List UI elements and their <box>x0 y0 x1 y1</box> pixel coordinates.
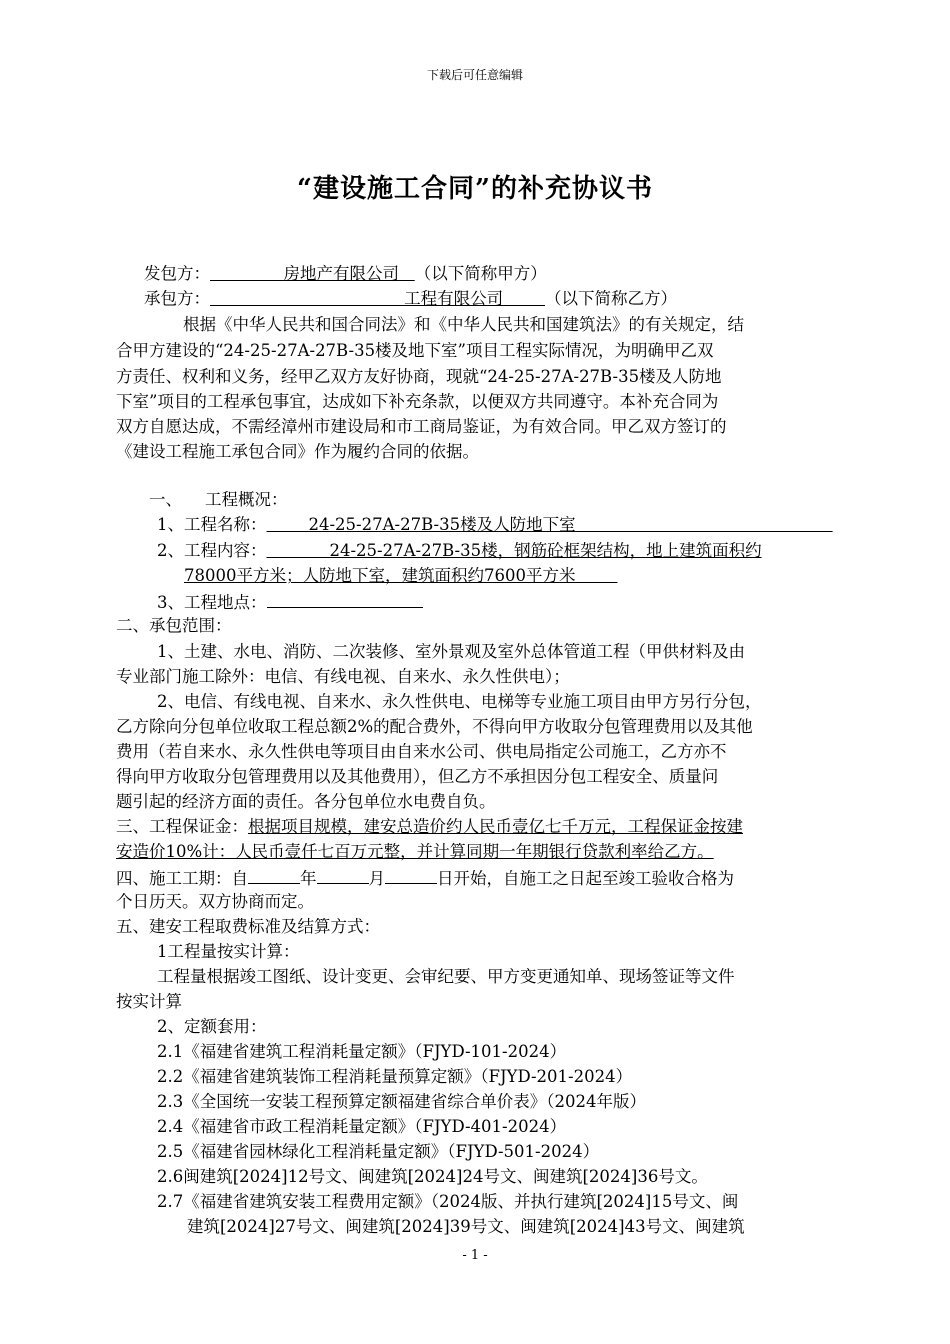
party-a-name: 房地产有限公司 <box>283 264 399 283</box>
section2-line: 专业部门施工除外：电信、有线电视、自来水、永久性供电）； <box>116 667 570 686</box>
project-content-value: 24-25-27A-27B-35楼，钢筋砼框架结构，地上建筑面积约 <box>329 541 762 560</box>
intro-line: 《建设工程施工承包合同》作为履约合同的依据。 <box>116 442 479 461</box>
section2-line: 1、土建、水电、消防、二次装修、室外景观及室外总体管道工程（甲供材料及由 <box>157 642 745 661</box>
section1-heading-num: 一、 <box>149 490 182 509</box>
quota-item: 2.3《全国统一安装工程预算定额福建省综合单价表》（2024年版） <box>157 1092 646 1111</box>
party-b-suffix: （以下简称乙方） <box>545 289 678 308</box>
quota-item: 2.6闽建筑[2024]12号文、闽建筑[2024]24号文、闽建筑[2024]36号文。 <box>157 1167 708 1186</box>
month-label: 月 <box>368 869 385 888</box>
project-site-line <box>157 589 423 615</box>
schedule-label: 四、施工工期：自 <box>116 869 248 888</box>
project-name-value: 24-25-27A-27B-35楼及人防地下室 <box>308 515 576 534</box>
intro-line: 下室”项目的工程承包事宜，达成如下补充条款，以便双方共同遵守。本补充合同为 <box>116 392 719 411</box>
party-a-label: 发包方： <box>144 264 210 283</box>
guarantee-label: 三、工程保证金： <box>116 817 248 836</box>
schedule-line <box>116 865 734 891</box>
party-b-name: 工程有限公司 <box>404 289 504 308</box>
project-name-label: 1、工程名称： <box>157 515 267 534</box>
intro-line: 合甲方建设的“24-25-27A-27B-35楼及地下室”项目工程实际情况，为明确甲乙双 <box>116 341 714 360</box>
project-content-value-cont: 78000平方米；人防地下室，建筑面积约7600平方米 <box>184 566 576 585</box>
party-b-line <box>144 287 677 311</box>
section2-line: 题引起的经济方面的责任。各分包单位水电费自负。 <box>116 792 496 811</box>
party-a-suffix: （以下简称甲方） <box>414 264 547 283</box>
intro-line: 根据《中华人民共和国合同法》和《中华人民共和国建筑法》的有关规定，结 <box>183 315 744 334</box>
quota-item-cont: 建筑[2024]27号文、闽建筑[2024]39号文、闽建筑[2024]43号文、闽建筑 <box>187 1217 745 1236</box>
section2-line: 乙方除向分包单位收取工程总额2%的配合费外，不得向甲方收取分包管理费用以及其他 <box>116 717 753 736</box>
guarantee-text-cont: 安造价10%计：人民币壹仟七百万元整，并计算同期一年期银行贷款利率给乙方。 <box>116 842 714 861</box>
quota-item: 2.2《福建省建筑装饰工程消耗量预算定额》（FJYD-201-2024） <box>157 1067 633 1086</box>
day-blank <box>385 865 437 884</box>
guarantee-text: 根据项目规模，建安总造价约人民币壹亿七千万元，工程保证金按建 <box>248 817 743 836</box>
party-b-label: 承包方： <box>144 289 210 308</box>
section2-line: 得向甲方收取分包管理费用以及其他费用），但乙方不承担因分包工程安全、质量问 <box>116 767 719 786</box>
section2-line: 费用（若自来水、永久性供电等项目由自来水公司、供电局指定公司施工，乙方亦不 <box>116 742 727 761</box>
section5-heading: 五、建安工程取费标准及结算方式： <box>116 917 380 936</box>
project-content-line <box>157 539 762 563</box>
intro-line: 方责任、权利和义务，经甲乙双方友好协商，现就“24-25-27A-27B-35楼及人防地 <box>116 367 722 386</box>
section2-heading: 二、承包范围： <box>116 616 232 635</box>
section5-sub1-text: 工程量根据竣工图纸、设计变更、会审纪要、甲方变更通知单、现场签证等文件 <box>157 967 735 986</box>
year-label: 年 <box>300 869 317 888</box>
quota-item: 2.1《福建省建筑工程消耗量定额》（FJYD-101-2024） <box>157 1042 567 1061</box>
schedule-tail: 日开始，自施工之日起至竣工验收合格为 <box>437 869 734 888</box>
intro-line: 双方自愿达成，不需经漳州市建设局和市工商局鉴证，为有效合同。甲乙双方签订的 <box>116 417 727 436</box>
project-site-blank <box>267 589 423 608</box>
month-blank <box>317 865 369 884</box>
section5-sub2: 2、定额套用： <box>157 1017 267 1036</box>
document-title: “建设施工合同”的补充协议书 <box>297 174 653 204</box>
page-number: - 1 - <box>462 1248 488 1263</box>
section5-sub1-text-cont: 按实计算 <box>116 992 182 1011</box>
year-blank <box>248 865 300 884</box>
page-header: 下载后可任意编辑 <box>426 68 523 82</box>
party-a-line <box>144 262 547 286</box>
section5-sub1: 1工程量按实计算： <box>157 942 300 961</box>
project-content-label: 2、工程内容： <box>157 541 267 560</box>
quota-item: 2.4《福建省市政工程消耗量定额》（FJYD-401-2024） <box>157 1117 567 1136</box>
project-name-line <box>157 513 833 537</box>
project-site-label: 3、工程地点： <box>157 593 267 612</box>
quota-item: 2.7《福建省建筑安装工程费用定额》（2024版、并执行建筑[2024]15号文、闽 <box>157 1192 739 1211</box>
section2-line: 2、电信、有线电视、自来水、永久性供电、电梯等专业施工项目由甲方另行分包， <box>157 692 762 711</box>
section1-heading: 工程概况： <box>205 490 288 509</box>
quota-item: 2.5《福建省园林绿化工程消耗量定额》（FJYD-501-2024） <box>157 1142 600 1161</box>
guarantee-line <box>116 815 743 839</box>
schedule-line-2: 个日历天。双方协商而定。 <box>116 892 314 911</box>
